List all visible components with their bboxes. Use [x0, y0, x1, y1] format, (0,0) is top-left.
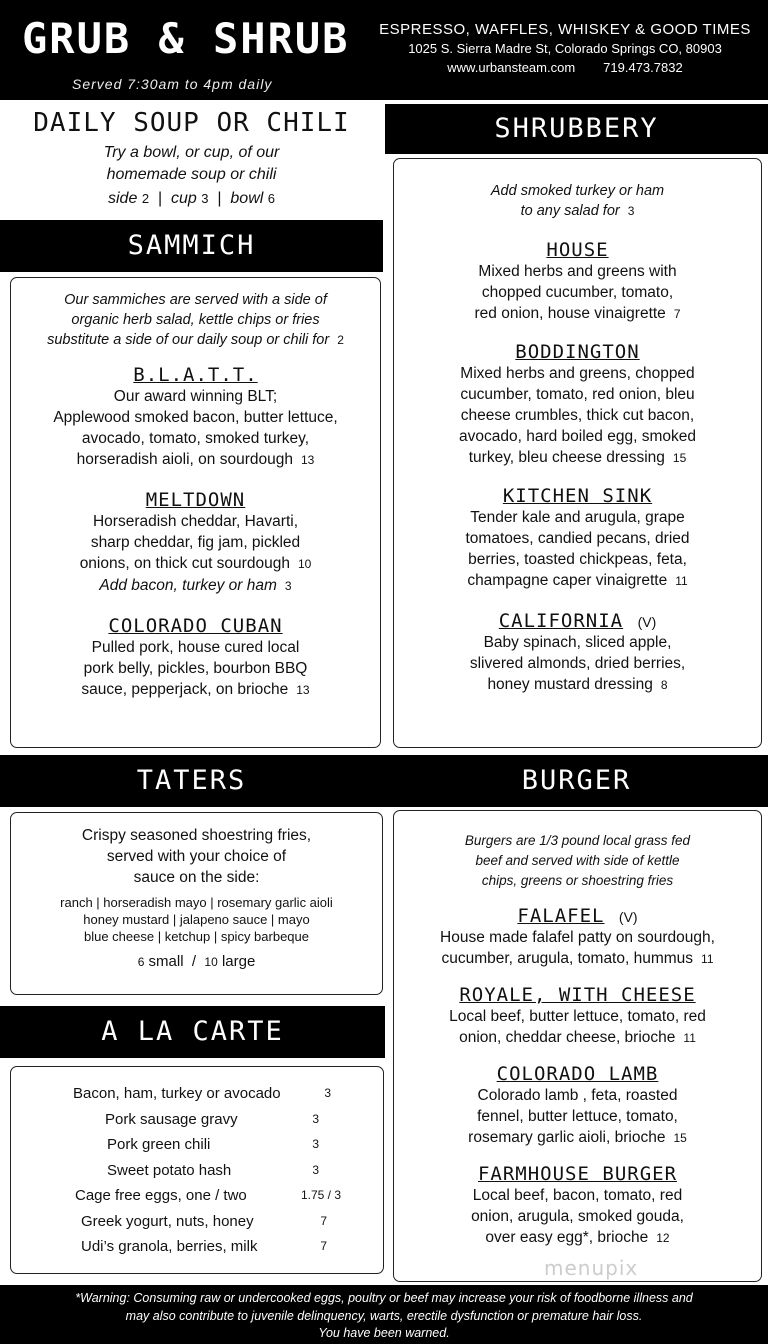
- salad-boddington-line: cheese crumbles, thick cut bacon,: [460, 407, 695, 424]
- taters-large-price: 10: [204, 955, 218, 969]
- watermark: menupix: [544, 1256, 639, 1280]
- alacarte-box: [10, 1066, 384, 1274]
- soup-side-price: 2: [141, 191, 150, 206]
- sammich-meltdown-addon-price: 3: [284, 579, 292, 593]
- soup-prices: [0, 186, 383, 212]
- shrubbery-intro-1: Add smoked turkey or ham: [490, 183, 665, 199]
- burger-falafel-price: 11: [701, 952, 714, 966]
- shrubbery-header: SHRUBBERY: [385, 104, 768, 154]
- soup-line-2: homemade soup or chili: [106, 166, 277, 183]
- sammich-meltdown-line: Horseradish cheddar, Havarti,: [92, 513, 299, 530]
- taters-sizes: [11, 953, 382, 970]
- soup-bowl-label: bowl: [230, 190, 264, 207]
- salad-california-line: slivered almonds, dried berries,: [469, 655, 686, 672]
- salad-house-price: 7: [673, 307, 681, 321]
- taters-sauces-2: honey mustard | jalapeno sauce | mayo: [83, 912, 310, 927]
- salad-kitchen-sink-line: champagne caper vinaigrette 11: [467, 572, 688, 589]
- salad-kitchen-sink-line: Tender kale and arugula, grape: [470, 509, 685, 526]
- soup-bowl-price: 6: [267, 191, 275, 206]
- website-link[interactable]: www.urbansteam.com: [447, 60, 576, 75]
- burger-header: BURGER: [521, 765, 632, 796]
- taters-large-label: large: [221, 953, 256, 970]
- brand-logo: GRUB & SHRUB: [22, 14, 350, 63]
- shrubbery-box: [393, 158, 762, 748]
- salad-boddington-title: BODDINGTON: [515, 341, 640, 363]
- shrubbery-intro-2: to any salad for 3: [520, 203, 635, 219]
- salad-california-heading: [394, 610, 761, 632]
- footer-warning: [0, 1285, 768, 1344]
- sammich-intro-3: substitute a side of our daily soup or chili for 2: [47, 332, 344, 348]
- header-banner: [0, 0, 768, 100]
- burger-royale-title: ROYALE, WITH CHEESE: [459, 984, 696, 1006]
- burger-farmhouse-line: over easy egg*, brioche 12: [485, 1229, 670, 1246]
- sammich-blatt-line: Applewood smoked bacon, butter lettuce,: [53, 409, 338, 426]
- tagline: ESPRESSO, WAFFLES, WHISKEY & GOOD TIMES: [379, 21, 751, 38]
- burger-lamb-price: 15: [673, 1131, 687, 1145]
- salad-kitchen-sink-line: tomatoes, candied pecans, dried: [465, 530, 690, 547]
- salad-california-line: Baby spinach, sliced apple,: [483, 634, 672, 651]
- sammich-blatt-title: B.L.A.T.T.: [133, 364, 258, 386]
- burger-farmhouse-title: FARMHOUSE BURGER: [477, 1163, 678, 1185]
- sammich-intro-price: 2: [337, 333, 344, 347]
- taters-sauces-1: ranch | horseradish mayo | rosemary garlic aioli: [60, 895, 333, 910]
- sammich-intro-1: Our sammiches are served with a side of: [64, 292, 327, 308]
- vegetarian-tag: (V): [637, 614, 657, 630]
- soup-section: [0, 108, 383, 212]
- salad-house-title: HOUSE: [546, 239, 609, 261]
- burger-lamb-title: COLORADO LAMB: [496, 1063, 659, 1085]
- burger-royale-price: 11: [683, 1031, 696, 1045]
- taters-slash: /: [191, 953, 197, 970]
- salad-boddington-line: avocado, hard boiled egg, smoked: [459, 428, 696, 445]
- burger-farmhouse-line: onion, arugula, smoked gouda,: [471, 1208, 684, 1225]
- burger-lamb-line: rosemary garlic aioli, brioche 15: [468, 1129, 687, 1146]
- burger-intro-3: chips, greens or shoestring fries: [481, 873, 674, 888]
- alacarte-row: Sweet potato hash 3: [107, 1161, 319, 1179]
- soup-cup-price: 3: [201, 191, 209, 206]
- burger-falafel-line: cucumber, arugula, tomato, hummus 11: [441, 950, 714, 967]
- footer-line-1: *Warning: Consuming raw or undercooked eggs, poultry or beef may increase your risk of foodborne illness and: [75, 1291, 693, 1305]
- alacarte-row: Bacon, ham, turkey or avocado 3: [73, 1085, 331, 1102]
- alacarte-row: Pork sausage gravy 3: [105, 1110, 319, 1128]
- middle-banner: [0, 755, 768, 807]
- burger-falafel-title: FALAFEL: [517, 905, 605, 927]
- burger-intro-2: beef and served with side of kettle: [475, 853, 680, 868]
- alacarte-header: A LA CARTE: [0, 1006, 385, 1058]
- salad-kitchen-sink-line: berries, toasted chickpeas, feta,: [468, 551, 687, 568]
- taters-line-1: Crispy seasoned shoestring fries,: [81, 827, 312, 844]
- soup-title: DAILY SOUP OR CHILI: [33, 108, 350, 138]
- sammich-cuban-line: Pulled pork, house cured local: [91, 639, 300, 656]
- sammich-blatt-line: Our award winning BLT;: [113, 388, 278, 405]
- alacarte-row: Cage free eggs, one / two 1.75 / 3: [75, 1187, 341, 1204]
- sammich-cuban-line: pork belly, pickles, bourbon BBQ: [83, 660, 308, 677]
- salad-kitchen-sink-title: KITCHEN SINK: [502, 485, 653, 507]
- alacarte-row: Greek yogurt, nuts, honey 7: [81, 1212, 327, 1230]
- sammich-cuban-line: sauce, pepperjack, on brioche 13: [81, 681, 310, 698]
- salad-house-line: chopped cucumber, tomato,: [481, 284, 674, 301]
- burger-farmhouse-line: Local beef, bacon, tomato, red: [472, 1187, 683, 1204]
- burger-lamb-line: fennel, butter lettuce, tomato,: [477, 1108, 678, 1125]
- salad-boddington-line: cucumber, tomato, red onion, bleu: [460, 386, 695, 403]
- soup-line-1: Try a bowl, or cup, of our: [103, 144, 280, 161]
- phone-number: 719.473.7832: [603, 60, 683, 75]
- taters-line-3: sauce on the side:: [133, 869, 260, 886]
- sammich-blatt-line: horseradish aioli, on sourdough 13: [76, 451, 315, 468]
- sammich-blatt-line: avocado, tomato, smoked turkey,: [81, 430, 310, 447]
- alacarte-row: Pork green chili 3: [107, 1136, 319, 1153]
- salad-house-line: Mixed herbs and greens with: [478, 263, 677, 280]
- salad-california-line: honey mustard dressing 8: [487, 676, 668, 693]
- salad-boddington-price: 15: [672, 451, 687, 465]
- sammich-cuban-price: 13: [296, 683, 310, 697]
- salad-kitchen-sink-price: 11: [675, 574, 688, 588]
- footer-line-2: may also contribute to juvenile delinquency, warts, erectile dysfunction or premature hair loss.: [125, 1308, 643, 1323]
- header-info: [375, 20, 755, 77]
- sammich-box: [10, 277, 381, 748]
- burger-farmhouse-price: 12: [656, 1231, 670, 1245]
- soup-cup-label: cup: [170, 190, 197, 207]
- burger-lamb-line: Colorado lamb , feta, roasted: [477, 1087, 678, 1104]
- taters-line-2: served with your choice of: [106, 848, 287, 865]
- burger-royale-line: onion, cheddar cheese, brioche 11: [459, 1029, 696, 1046]
- vegetarian-tag: (V): [618, 909, 638, 925]
- sammich-meltdown-line: onions, on thick cut sourdough 10: [79, 555, 312, 572]
- taters-small-label: small: [148, 953, 184, 970]
- taters-sauces-3: blue cheese | ketchup | spicy barbeque: [83, 929, 309, 944]
- sammich-header: SAMMICH: [0, 220, 383, 272]
- hours-text: Served 7:30am to 4pm daily: [72, 76, 273, 92]
- footer-line-3: You have been warned.: [318, 1326, 450, 1340]
- burger-falafel-heading: [394, 905, 761, 927]
- salad-house-line: red onion, house vinaigrette 7: [474, 305, 681, 322]
- soup-sep: |: [157, 190, 163, 207]
- salad-boddington-line: turkey, bleu cheese dressing 15: [468, 449, 687, 466]
- sammich-intro-2: organic herb salad, kettle chips or fries: [71, 312, 320, 328]
- salad-california-price: 8: [660, 678, 668, 692]
- burger-box: [393, 810, 762, 1282]
- soup-sep: |: [217, 190, 222, 207]
- burger-intro-1: Burgers are 1/3 pound local grass fed: [464, 833, 691, 848]
- soup-side-label: side: [108, 190, 138, 207]
- burger-royale-line: Local beef, butter lettuce, tomato, red: [449, 1008, 706, 1025]
- salad-boddington-line: Mixed herbs and greens, chopped: [460, 365, 695, 382]
- sammich-meltdown-title: MELTDOWN: [145, 489, 246, 511]
- sammich-meltdown-addon: Add bacon, turkey or ham 3: [99, 577, 292, 594]
- taters-box: [10, 812, 383, 995]
- burger-falafel-line: House made falafel patty on sourdough,: [440, 929, 715, 946]
- taters-header: TATERS: [136, 765, 247, 796]
- alacarte-row: Udi’s granola, berries, milk 7: [81, 1238, 327, 1255]
- salad-california-title: CALIFORNIA: [498, 610, 624, 632]
- shrubbery-intro-price: 3: [627, 204, 635, 218]
- taters-small-price: 6: [137, 955, 145, 969]
- sammich-cuban-title: COLORADO CUBAN: [108, 615, 283, 637]
- sammich-meltdown-price: 10: [297, 557, 312, 571]
- sammich-meltdown-line: sharp cheddar, fig jam, pickled: [90, 534, 301, 551]
- address: 1025 S. Sierra Madre St, Colorado Springs CO, 80903: [408, 41, 722, 56]
- sammich-blatt-price: 13: [300, 453, 315, 467]
